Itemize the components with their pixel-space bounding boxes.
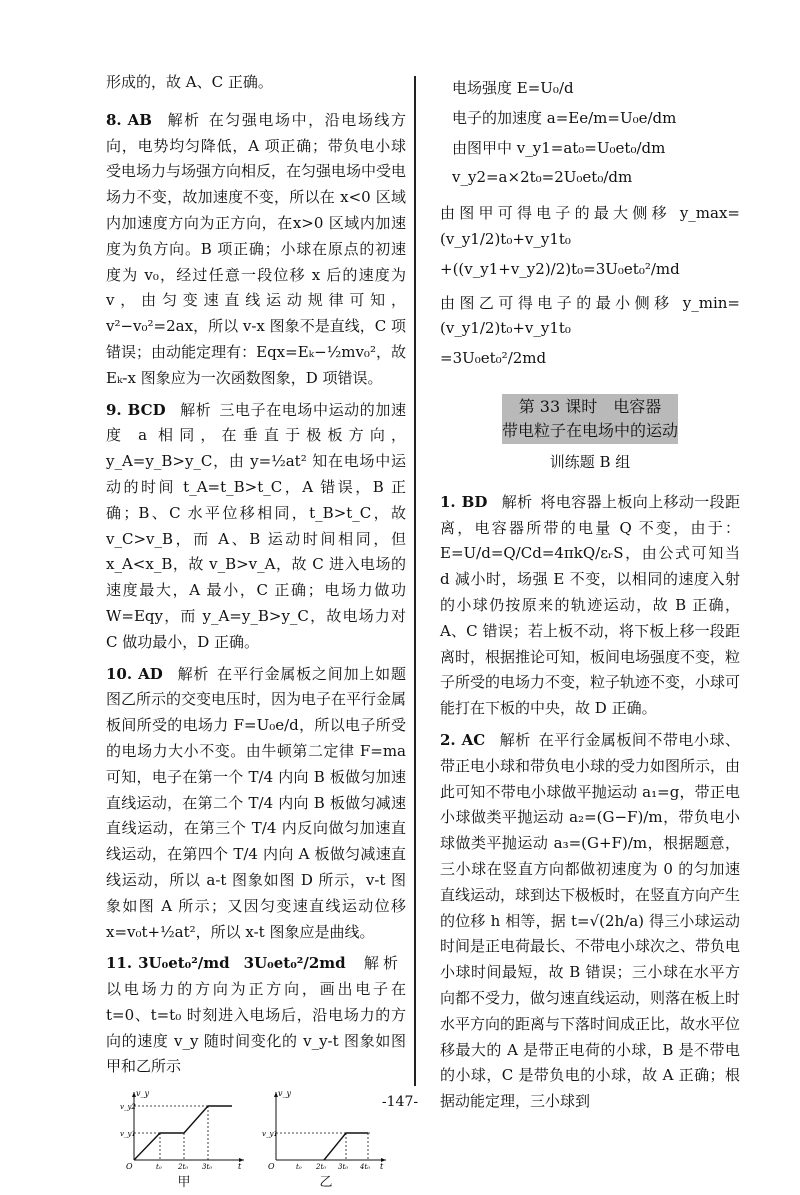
equation-vy2: v_y2=a×2t₀=2U₀et₀/dm [452,168,633,187]
question-number: 11. [106,954,133,973]
answer-2 [440,728,740,1115]
answer-key: AC [461,730,486,749]
analysis-text: 三电子在电场中运动的加速度 a 相同，在垂直于极板方向，y_A=y_B>y_C，由 y=½at² 知在电场中运动的时间 t_A=t_B>t_C，A 错误，B 正确；B、C 水平位移相同，t_B>t_C，故 v_C>v_B，而 A、B 运动时间相同，但 x_A<x_B，故 v_B>v_A，故 C 进入电场的速度最大，A 最小，C 正确；电场力做功 W=Eqy，而 y_A=y_B>y_C，故电场力对 C 做功最小，D 正确。 [106,400,406,651]
tick-label: 4t₀ [360,1163,371,1171]
answer-11 [106,951,406,1080]
origin-label: O [126,1162,133,1171]
equation-ymin-a: 由图乙可得电子的最小侧移 y_min=(v_y1/2)t₀+v_y1t₀ [440,293,740,338]
vy-curve [134,1106,232,1160]
analysis-label: 解析 [166,110,201,129]
vy1-label: v_y1 [262,1130,278,1139]
lesson-title [502,394,678,444]
figure-caption: 甲 [177,1175,191,1191]
answer-key: BD [461,492,488,511]
tick-label: t₀ [156,1163,162,1171]
column-divider [414,76,416,1086]
answer-key-2: 3U₀et₀²/2md [243,954,346,973]
answer-key: AD [138,664,163,683]
analysis-text: 将电容器上板向上移动一段距离，电容器所带的电量 Q 不变，由于：E=U/d=Q/Cd=4πkQ/εᵣS，由公式可知当 d 减小时，场强 E 不变，以相同的速度入射的小球仍按原来的轨迹运动，故 B 正确，A、C 错误；若上板不动，将下板上移一段距离时，根据推论可知，板间电场强度不变，粒子所受的电场力不变，粒子轨迹不变，小球可能打在下板的中央，故 D 正确。 [440,492,741,718]
analysis-label: 解析 [499,730,531,749]
equation-field-strength: 电场强度 E=U₀/d [452,79,574,97]
equation-vy1: 由图甲中 v_y1=at₀=U₀et₀/dm [452,138,666,157]
tick-label: 2t₀ [316,1163,327,1171]
equation-acceleration: 电子的加速度 a=Ee/m=U₀e/dm [452,108,677,127]
analysis-label: 解析 [359,954,398,973]
analysis-label: 解析 [179,400,212,419]
analysis-text: 在平行金属板间不带电小球、带正电小球和带负电小球的受力如图所示，由此可知不带电小球做平抛运动 a₁=g，带正电小球做类平抛运动 a₂=(G−F)/m，带负电小球做类平抛运动 a₃=(G+F)/m，根据题意，三小球在竖直方向都做初速度为 0 的匀加速直线运动，球到达下极板时，在竖直方向产生的位移 h 相等，据 t=√(2h/a) 得三小球运动时间是正电荷最长、不带电小球次之、带负电小球时间最短，故 B 错误；三小球在水平方向都不受力，做匀速直线运动，则落在板上时水平方向的距离与下落时间成正比，故水平位移最大的 A 是带正电荷的小球，B 是不带电的小球，C 是带负电的小球，故 A 正确；根据动能定理，三小球到 [440,730,741,1111]
answer-10 [106,662,406,946]
lesson-title-line-2: 带电粒子在电场中的运动 [502,420,679,440]
question-number: 2. [440,730,456,749]
vy-label: v_y [136,1089,150,1099]
equation-ymax-b: +((v_y1+v_y2)/2)t₀=3U₀et₀²/md [440,259,680,278]
answer-key: AB [127,110,152,129]
answer-9 [106,398,406,656]
question-number: 9. [106,400,122,419]
tick-label: 2t₀ [178,1163,189,1171]
analysis-label: 解析 [501,492,533,511]
t-label: t [380,1162,384,1171]
origin-label: O [268,1162,275,1171]
vy2-label: v_y2 [120,1103,136,1112]
tick-label: t₀ [296,1163,302,1171]
question-number: 10. [106,664,133,683]
analysis-label: 解析 [176,664,210,683]
exercise-group-title: 训练题 B 组 [549,452,631,471]
answer-key: BCD [127,400,166,419]
tick-label: 3t₀ [202,1163,213,1171]
equation-ymin-b: =3U₀et₀²/2md [440,349,547,368]
page-number: -147- [381,1094,419,1110]
answer-1 [440,490,740,722]
question-number: 1. [440,492,456,511]
answer-key-1: 3U₀et₀²/md [138,954,230,973]
tick-label: 3t₀ [338,1163,349,1171]
right-column [440,70,740,1117]
analysis-text: 以电场力的方向为正方向，画出电子在 t=0、t=t₀ 时刻进入电场后，沿电场力的方向的速度 v_y 随时间变化的 v_y-t 图象如图甲和乙所示 [106,980,406,1076]
t-label: t [238,1162,242,1171]
question-number: 8. [106,110,122,129]
lesson-title-line-1: 第 33 课时 电容器 [518,396,662,416]
figure-caption: 乙 [319,1175,333,1191]
vy-label: v_y [278,1089,292,1099]
vy1-label: v_y1 [120,1130,136,1139]
answer-8 [106,108,406,392]
analysis-text: 在匀强电场中，沿电场线方向，电势均匀降低，A 项正确；带负电小球受电场力与场强方向相反，在匀强电场中受电场力不变，故加速度不变，所以在 x<0 区域内加速度方向为正方向，在x>0 区域内加速度为负方向。B 项正确；小球在原点的初速度为 v₀，经过任意一段位移 x 后的速度为 v，由匀变速直线运动规律可知，v²−v₀²=2ax，所以 v-x 图象不是直线，C 项错误；由动能定理有：Eqx=Eₖ−½mv₀²，故 Eₖ-x 图象应为一次函数图象，D 项错误。 [106,110,407,387]
left-column [106,70,406,1195]
continued-line: 形成的，故 A、C 正确。 [106,73,273,91]
equation-ymax-a: 由图甲可得电子的最大侧移 y_max=(v_y1/2)t₀+v_y1t₀ [440,204,740,248]
analysis-text: 在平行金属板之间加上如题图乙所示的交变电压时，因为电子在平行金属板间所受的电场力 F=U₀e/d，所以电子所受的电场力大小不变。由牛顿第二定律 F=ma 可知，电子在第一个 T/4 内向 B 板做匀加速直线运动，在第二个 T/4 内向 B 板做匀减速直线运动，在第三个 T/4 内反向做匀加速直线运动，在第四个 T/4 内向 A 板做匀减速直线运动，所以 a-t 图象如图 D 所示，v-t 图象如图 A 所示；又因匀变速直线运动位移 x=v₀t+½at²，所以 x-t 图象应是曲线。 [106,664,407,941]
